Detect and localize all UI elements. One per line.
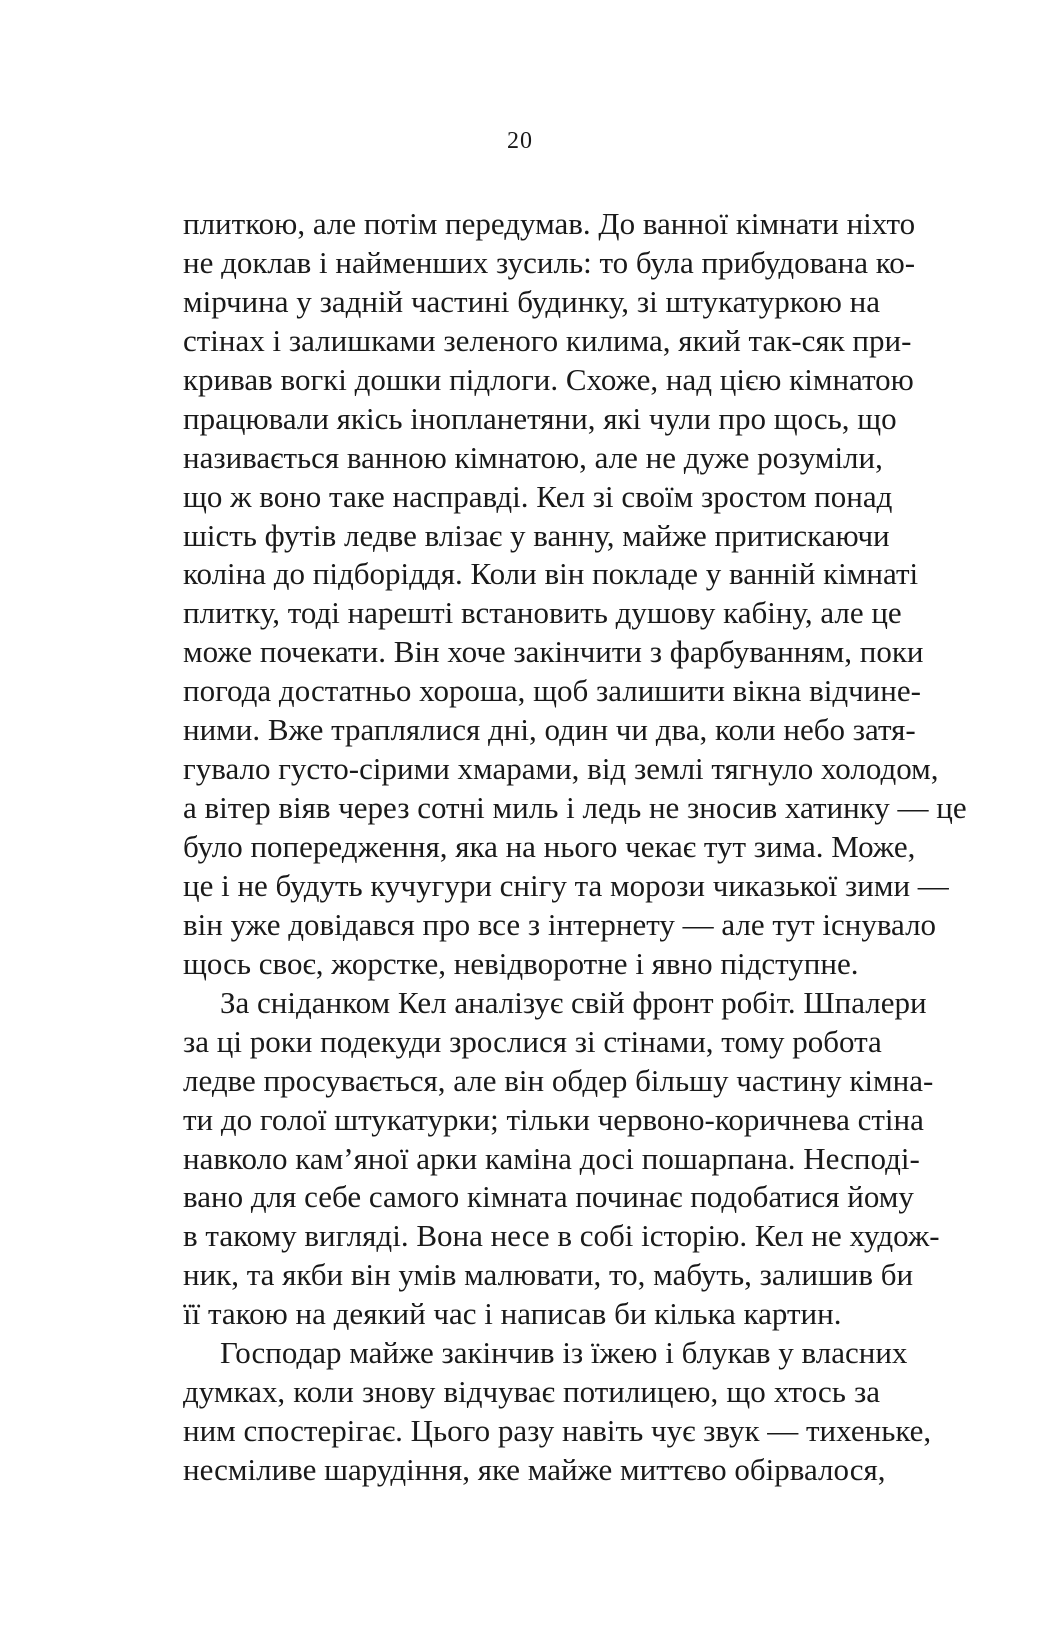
text-line: коліна до підборіддя. Коли він покладе у ванній кімнаті [183, 556, 919, 592]
text-line: ними. Вже траплялися дні, один чи два, коли небо затя- [183, 712, 916, 748]
text-line: що ж воно таке насправді. Кел зі своїм зростом понад [183, 478, 893, 514]
text-line: ник, та якби він умів малювати, то, мабуть, залишив би [183, 1257, 914, 1293]
text-line: мірчина у задній частині будинку, зі штукатуркою на [183, 283, 880, 319]
body-text [183, 205, 967, 1490]
text-line: працювали якісь інопланетяни, які чули про щось, що [183, 400, 897, 436]
text-line: вано для себе самого кімната починає подобатися йому [183, 1179, 914, 1215]
text-line: шість футів ледве влізає у ванну, майже притискаючи [183, 517, 890, 553]
page-number: 20 [507, 128, 533, 154]
text-line: плиткою, але потім передумав. До ванної кімнати ніхто [183, 206, 916, 241]
text-line: це і не будуть кучугури снігу та морози чиказької зими — [183, 867, 949, 903]
text-line: за ці роки подекуди зрослися зі стінами, тому робота [183, 1023, 882, 1059]
text-line: а вітер віяв через сотні миль і ледь не зносив хатинку — це [183, 790, 967, 826]
text-line: ледве просувається, але він обдер більшу частину кімна- [183, 1062, 934, 1098]
text-line: гувало густо-сірими хмарами, від землі тягнуло холодом, [183, 751, 939, 787]
text-line: ним спостерігає. Цього разу навіть чує звук — тихеньке, [183, 1413, 932, 1449]
text-line: він уже довідався про все з інтернету — але тут існувало [183, 906, 937, 942]
text-line: називається ванною кімнатою, але не дуже розуміли, [183, 439, 883, 475]
text-line: погода достатньо хороша, щоб залишити вікна відчине- [183, 673, 921, 709]
text-line: було попередження, яка на нього чекає тут зима. Може, [183, 829, 916, 864]
text-line: в такому вигляді. Вона несе в собі історію. Кел не худож- [183, 1218, 940, 1254]
text-line: може почекати. Він хоче закінчити з фарбуванням, поки [183, 634, 924, 670]
text-line: навколо кам’яної арки каміна досі пошарпана. Несподі- [183, 1140, 920, 1176]
text-line: думках, коли знову відчуває потилицею, що хтось за [183, 1374, 880, 1410]
text-line: кривав вогкі дошки підлоги. Схоже, над цією кімнатою [183, 361, 914, 397]
text-line: За сніданком Кел аналізує свій фронт робіт. Шпалери [220, 984, 927, 1020]
text-line: плитку, тоді нарешті встановить душову кабіну, але це [183, 595, 902, 631]
text-line: Господар майже закінчив із їжею і блукав у власних [220, 1335, 908, 1371]
text-line: її такою на деякий час і написав би кілька картин. [183, 1296, 842, 1332]
text-line: не доклав і найменших зусиль: то була прибудована ко- [183, 244, 916, 280]
text-line: ти до голої штукатурки; тільки червоно-коричнева стіна [183, 1101, 924, 1137]
text-line: щось своє, жорстке, невідворотне і явно підступне. [183, 945, 859, 981]
text-line: несміливе шарудіння, яке майже миттєво обірвалося, [183, 1452, 886, 1487]
text-line: стінах і залишками зеленого килима, який так-сяк при- [183, 322, 912, 358]
